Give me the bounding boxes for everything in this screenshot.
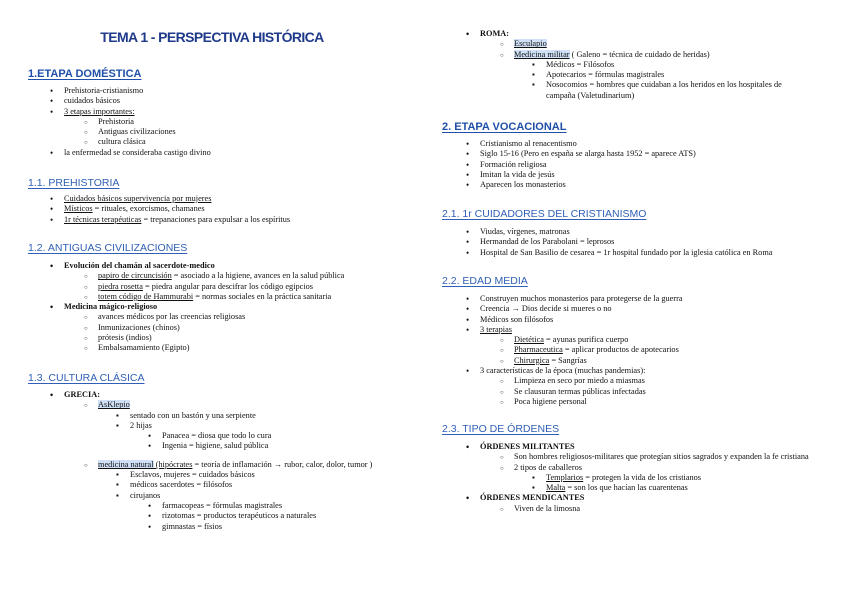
list-item: ▪ Apotecarios = fórmulas magistrales	[546, 70, 816, 80]
list-item-term: Esculapio	[514, 39, 547, 49]
list-item	[98, 292, 344, 302]
list-edad-media	[446, 294, 683, 407]
list-item: • Médicos son filósofos	[480, 315, 683, 325]
list-item: ▪ cirujanos	[130, 491, 390, 501]
list-item: • Hospital de San Basilio de cesarea = 1r hospital fundado por la iglesia católica en Roma	[480, 248, 772, 258]
list-item: • Viudas, vírgenes, matronas	[480, 227, 772, 237]
heading-etapa-vocacional: 2. ETAPA VOCACIONAL	[442, 121, 567, 133]
list-etapa-vocacional	[446, 139, 696, 190]
list-item-text: = ayunas purifica cuerpo	[543, 335, 629, 345]
heading-cultura-clasica: 1.3. CULTURA CLÁSICA	[28, 372, 145, 384]
list-tipo-ordenes	[446, 442, 818, 514]
list-item	[64, 215, 290, 225]
heading-etapa-domestica: 1.ETAPA DOMÉSTICA	[28, 68, 142, 80]
list-item-text: = protegen la vida de los cristianos	[583, 472, 702, 482]
list-item: • Panacea = diosa que todo lo cura	[162, 431, 390, 441]
list-item-term: Medicina militar	[514, 49, 570, 59]
list-item: ○ Embalsamamiento (Egipto)	[98, 343, 344, 353]
list-item-text: = piedra angular para descifrar los código egipcios	[142, 281, 314, 291]
list-item-term: Dietética	[514, 335, 544, 345]
list-item-text: = asociado a la higiene, avances en la salud pública	[171, 271, 345, 281]
list-item-text: 3 etapas importantes:	[64, 106, 135, 116]
list-item	[546, 483, 818, 493]
list-item	[98, 460, 390, 470]
list-item	[98, 271, 344, 281]
list-item-term: medicina natural	[98, 459, 154, 469]
list-item	[546, 473, 818, 483]
list-item: • Cristianismo al renacentismo	[480, 139, 696, 149]
list-item: ○ Prehistoria	[98, 117, 211, 127]
list-item-text: Cuidados básicos supervivencia por mujeres	[64, 194, 212, 203]
list-item: ○ 2 tipos de caballeros	[514, 463, 818, 473]
list-item: ○ cultura clásica	[98, 137, 211, 147]
list-item-term: Templarios	[546, 472, 584, 482]
list-item: • Hermandad de los Parabolani = leprosos	[480, 237, 772, 247]
list-item-term: papiro de circuncisión	[98, 271, 172, 281]
list-item-text: = teoría de inflamación → rubor, calor, dolor, tumor )	[192, 459, 373, 469]
list-item	[64, 107, 211, 117]
list-item-text: ( Galeno = técnica de cuidado de heridas)	[569, 49, 710, 59]
list-item-text: = Sangrías	[549, 355, 587, 365]
list-item-term: AsKlepio	[98, 400, 130, 410]
heading-prehistoria: 1.1. PREHISTORIA	[28, 177, 120, 189]
list-item: • Prehistoria-cristianismo	[64, 86, 211, 96]
heading-cuidadores-cristianismo: 2.1. 1r CUIDADORES DEL CRISTIANISMO	[442, 208, 647, 220]
list-item: • ROMA:	[480, 29, 816, 39]
list-cultura-clasica	[30, 390, 390, 532]
list-item-text: = rituales, exorcismos, chamanes	[92, 204, 205, 214]
list-item: • Siglo 15-16 (Pero en españa se alarga hasta 1952 = aparece ATS)	[480, 149, 696, 159]
spacer	[30, 452, 390, 460]
list-item: • Ingenia = higiene, salud pública	[162, 441, 390, 451]
list-item: ▪ Nosocomios = hombres que cuidaban a los heridos en los hospitales de campaña (Valetudinarium)	[546, 80, 816, 101]
list-item: • Medicina mágico-religioso	[64, 302, 344, 312]
list-item: • rizotomas = productos terapéuticos a naturales	[162, 511, 390, 521]
heading-antiguas-civilizaciones: 1.2. ANTIGUAS CIVILIZACIONES	[28, 242, 188, 254]
list-item	[64, 204, 290, 214]
list-item: ○ Son hombres religiosos-militares que protegían sitios sagrados y expanden la fe cristiana	[514, 452, 818, 462]
list-item-term: Místicos	[64, 204, 93, 214]
list-item: ○ Antiguas civilizaciones	[98, 127, 211, 137]
list-item: ○ Viven de la limosna	[514, 504, 818, 514]
list-item: • Formación religiosa	[480, 160, 696, 170]
list-item-term: 1r técnicas terapéuticas	[64, 214, 142, 224]
list-item: • Creencia → Dios decide si mueres o no	[480, 304, 683, 314]
list-item: ▪ médicos sacerdotes = filósofos	[130, 480, 390, 490]
list-item	[514, 335, 683, 345]
list-item: • Imitan la vida de jesús	[480, 170, 696, 180]
list-item-text: 3 terapias	[480, 324, 513, 334]
list-item-term: Pharmaceutica	[514, 345, 563, 355]
list-prehistoria	[30, 194, 290, 225]
list-item	[514, 345, 683, 355]
list-item-term: totem código de Hammurabi	[98, 291, 194, 301]
list-etapa-domestica	[30, 86, 211, 158]
list-item-term: Chirurgica	[514, 355, 550, 365]
heading-tipo-ordenes: 2.3. TIPO DE ÓRDENES	[442, 423, 560, 435]
list-item: • GRECIA:	[64, 390, 390, 400]
list-item	[98, 400, 390, 410]
list-item: ○ Limpieza en seco por miedo a miasmas	[514, 376, 683, 386]
list-item: ○ prótesis (indios)	[98, 333, 344, 343]
list-item: • ÓRDENES MILITANTES	[480, 442, 818, 452]
list-item: ▪ 2 hijas	[130, 421, 390, 431]
list-item	[514, 39, 816, 49]
list-item-text: (hipócrates	[153, 459, 193, 469]
list-item	[514, 50, 816, 60]
list-antiguas-civilizaciones	[30, 261, 344, 354]
list-item	[64, 194, 290, 204]
list-roma	[446, 29, 816, 101]
page-title: TEMA 1 - PERSPECTIVA HISTÓRICA	[100, 29, 324, 45]
list-item: • ÓRDENES MENDICANTES	[480, 493, 818, 503]
list-item: ▪ Esclavos, mujeres = cuidados básicos	[130, 470, 390, 480]
list-item: • cuidados básicos	[64, 96, 211, 106]
list-item-text: = trepanaciones para expulsar a los espíritus	[141, 214, 291, 224]
list-item: ○ Se clausuran termas públicas infectadas	[514, 387, 683, 397]
list-item: • Evolución del chamán al sacerdote-medico	[64, 261, 344, 271]
list-item: • la enfermedad se consideraba castigo divino	[64, 148, 211, 158]
list-item: ○ Poca higiene personal	[514, 397, 683, 407]
list-item	[98, 282, 344, 292]
list-item: ▪ sentado con un bastón y una serpiente	[130, 411, 390, 421]
heading-edad-media: 2.2. EDAD MEDIA	[442, 275, 528, 287]
list-item: ▪ Médicos = Filósofos	[546, 60, 816, 70]
list-item: • gimnastas = físios	[162, 522, 390, 532]
list-cuidadores-cristianismo	[446, 227, 772, 258]
list-item: ○ Inmunizaciones (chinos)	[98, 323, 344, 333]
list-item-text: = son los que hacían las cuarentenas	[565, 483, 688, 493]
list-item	[480, 325, 683, 335]
list-item: • farmacopeas = fórmulas magistrales	[162, 501, 390, 511]
list-item-term: Malta	[546, 483, 566, 493]
list-item-text: = normas sociales en la práctica sanitaria	[193, 291, 332, 301]
list-item	[514, 356, 683, 366]
list-item: • Aparecen los monasterios	[480, 180, 696, 190]
list-item: • 3 características de la época (muchas pandemias):	[480, 366, 683, 376]
list-item: • Construyen muchos monasterios para protegerse de la guerra	[480, 294, 683, 304]
list-item-term: piedra rosetta	[98, 281, 143, 291]
list-item: ○ avances médicos por las creencias religiosas	[98, 312, 344, 322]
list-item-text: = aplicar productos de apotecarios	[562, 345, 679, 355]
